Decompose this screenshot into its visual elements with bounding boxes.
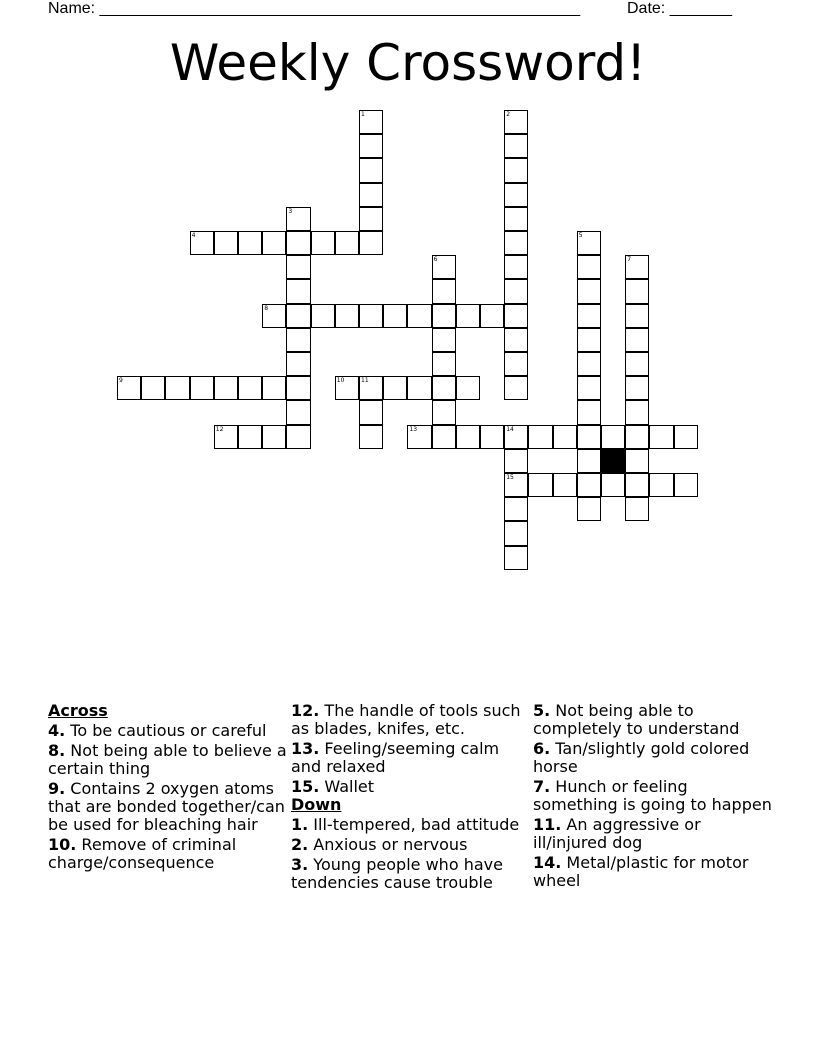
clue-number: 8 [264,304,269,312]
grid-cell[interactable] [504,376,528,400]
grid-cell[interactable] [262,304,286,328]
grid-cell[interactable] [407,376,431,400]
clue-number: 3 [288,207,293,215]
grid-cell[interactable] [359,134,383,158]
grid-cell[interactable] [625,497,649,521]
clue-down-2: 2. Anxious or nervous [291,835,468,854]
grid-cell[interactable] [504,304,528,328]
clue-across-15: 15. Wallet [291,777,375,796]
grid-cell[interactable] [625,255,649,279]
grid-cell[interactable] [407,304,431,328]
grid-cell[interactable] [577,425,601,449]
grid-cell[interactable] [214,376,238,400]
grid-cell[interactable] [577,497,601,521]
grid-cell[interactable] [504,546,528,570]
clue-column-2 [291,702,531,892]
clue-number: 5 [578,232,583,239]
grid-cell[interactable] [286,279,310,303]
grid-cell[interactable] [407,425,431,449]
grid-cell[interactable] [359,231,383,255]
clue-down-3: 3. Young people who have tendencies cause trouble [291,855,503,892]
clue-across-4: 4. To be cautious or careful [48,721,267,740]
grid-cell[interactable] [286,231,310,255]
grid-cell[interactable] [383,304,407,328]
grid-cell[interactable] [335,231,359,255]
grid-cell[interactable] [383,376,407,400]
grid-cell[interactable] [504,521,528,545]
clue-column-3 [533,702,773,890]
grid-cell[interactable] [359,400,383,424]
grid-cell[interactable] [480,304,504,328]
grid-cell[interactable] [262,231,286,255]
grid-cell[interactable] [504,255,528,279]
name-field-label: Name: ______________________________________________________ [48,0,581,17]
clue-number: 7 [627,256,632,264]
clue-across-9: 9. Contains 2 oxygen atoms that are bonded together/can be used for bleaching hair [48,779,285,834]
grid-cell[interactable] [238,231,262,255]
grid-cell[interactable] [432,400,456,424]
grid-cell[interactable] [456,425,480,449]
grid-cell[interactable] [504,207,528,231]
clue-number: 6 [433,256,438,264]
grid-cell[interactable] [625,400,649,424]
grid-cell[interactable] [504,134,528,158]
grid-cell[interactable] [432,255,456,279]
grid-cell[interactable] [214,425,238,449]
grid-cell[interactable] [577,231,601,255]
clue-number: 1 [361,111,365,118]
grid-cell[interactable] [238,425,262,449]
grid-cell[interactable] [165,376,189,400]
clue-column-1 [48,702,288,872]
grid-cell[interactable] [528,425,552,449]
grid-cell[interactable] [553,473,577,497]
grid-cell[interactable] [674,473,698,497]
page-title: Weekly Crossword! [169,34,647,92]
grid-cell[interactable] [577,376,601,400]
grid-cell[interactable] [117,376,141,400]
grid-cell[interactable] [359,376,383,400]
grid-cell[interactable] [335,376,359,400]
clue-across-13: 13. Feeling/seeming calm and relaxed [291,739,500,776]
grid-cell[interactable] [601,473,625,497]
grid-cell[interactable] [577,473,601,497]
grid-cell[interactable] [504,158,528,182]
clue-down-5: 5. Not being able to completely to understand [533,701,740,738]
clue-down-7: 7. Hunch or feeling something is going to happen [533,777,772,814]
clue-across-10: 10. Remove of criminal charge/consequence [48,835,237,872]
grid-cell[interactable] [577,352,601,376]
grid-cell[interactable] [456,376,480,400]
grid-cell[interactable] [432,352,456,376]
clue-down-6: 6. Tan/slightly gold colored horse [533,739,750,776]
grid-cell[interactable] [262,425,286,449]
clue-number: 13 [409,425,418,433]
grid-cell[interactable] [625,449,649,473]
grid-cell[interactable] [286,376,310,400]
grid-cell[interactable] [432,425,456,449]
grid-cell[interactable] [625,376,649,400]
clue-number: 14 [506,425,514,433]
grid-cell[interactable] [359,304,383,328]
grid-cell[interactable] [504,279,528,303]
grid-cell[interactable] [577,255,601,279]
grid-cell[interactable] [577,400,601,424]
grid-cell[interactable] [432,304,456,328]
grid-cell[interactable] [141,376,165,400]
grid-cell[interactable] [480,425,504,449]
grid-cell[interactable] [577,304,601,328]
across-heading: Across [48,701,108,720]
grid-cell[interactable] [262,376,286,400]
grid-cell[interactable] [625,279,649,303]
grid-cell[interactable] [286,328,310,352]
grid-cell[interactable] [286,425,310,449]
grid-cell[interactable] [625,352,649,376]
grid-cell[interactable] [359,425,383,449]
clue-across-8: 8. Not being able to believe a certain thing [48,741,287,778]
grid-cell[interactable] [359,158,383,182]
clue-number: 4 [191,232,196,239]
grid-cell[interactable] [504,183,528,207]
grid-cell[interactable] [432,376,456,400]
grid-cell[interactable] [335,304,359,328]
grid-cell[interactable] [286,400,310,424]
grid-cell[interactable] [359,207,383,231]
grid-cell[interactable] [432,328,456,352]
grid-cell[interactable] [625,304,649,328]
grid-cell[interactable] [456,304,480,328]
grid-cell[interactable] [504,473,528,497]
clue-down-1: 1. Ill-tempered, bad attitude [291,815,520,834]
grid-cell[interactable] [504,425,528,449]
grid-cell[interactable] [625,328,649,352]
grid-cell[interactable] [214,231,238,255]
grid-cell[interactable] [674,425,698,449]
down-heading: Down [291,795,342,814]
clue-across-12: 12. The handle of tools such as blades, knifes, etc. [291,701,521,738]
clue-number: 2 [506,111,511,118]
grid-cell[interactable] [528,473,552,497]
grid-cell[interactable] [625,425,649,449]
grid-cell[interactable] [432,279,456,303]
grid-cell[interactable] [504,110,528,134]
clue-number: 11 [361,377,369,385]
clue-down-11: 11. An aggressive or ill/injured dog [533,815,701,852]
grid-cell[interactable] [601,425,625,449]
clue-number: 10 [336,377,345,385]
date-field-label: Date: _______ [627,0,732,17]
grid-cell[interactable] [190,376,214,400]
grid-cell[interactable] [553,425,577,449]
clue-number: 12 [215,425,224,433]
grid-cell[interactable] [504,231,528,255]
clue-number: 9 [119,377,123,385]
grid-cell[interactable] [649,473,673,497]
grid-cell[interactable] [504,449,528,473]
grid-cell[interactable] [504,352,528,376]
clue-down-14: 14. Metal/plastic for motor wheel [533,853,749,890]
grid-cell[interactable] [577,279,601,303]
clue-number: 15 [506,474,514,481]
grid-cell[interactable] [238,376,262,400]
grid-cell[interactable] [504,328,528,352]
grid-cell[interactable] [311,304,335,328]
grid-cell[interactable] [190,231,214,255]
grid-cell[interactable] [359,183,383,207]
grid-cell[interactable] [286,304,310,328]
grid-cell[interactable] [504,497,528,521]
grid-cell[interactable] [649,425,673,449]
grid-cell[interactable] [311,231,335,255]
grid-cell[interactable] [577,328,601,352]
grid-cell[interactable] [625,473,649,497]
grid-cell[interactable] [286,207,310,231]
grid-cell[interactable] [577,449,601,473]
grid-cell[interactable] [286,255,310,279]
grid-cell[interactable] [286,352,310,376]
grid-block [601,449,625,473]
grid-cell[interactable] [359,110,383,134]
